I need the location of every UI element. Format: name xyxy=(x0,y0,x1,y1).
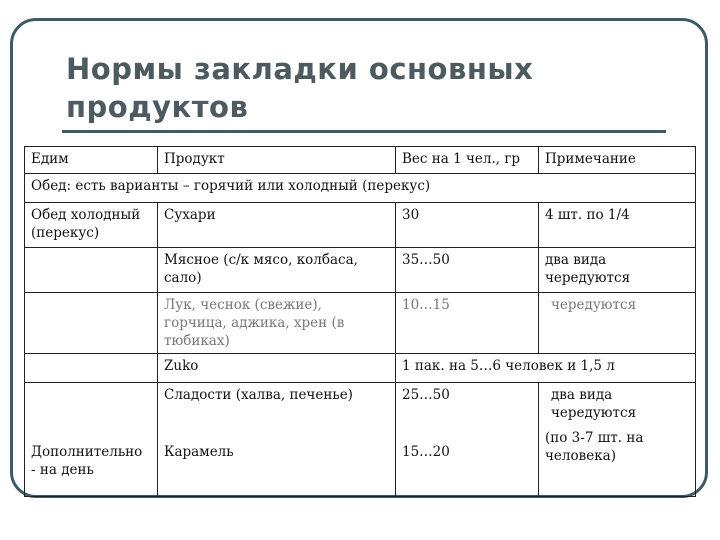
cell-weight: 10…15 xyxy=(396,293,539,354)
cell-product: Лук, чеснок (свежие), горчица, аджика, хрен (в тюбиках) xyxy=(158,293,396,354)
section-row xyxy=(25,174,696,203)
cell-eat xyxy=(25,354,158,383)
title-line-1: Нормы закладки основных xyxy=(66,52,534,86)
table-row xyxy=(25,248,696,293)
header-eat: Едим xyxy=(25,147,158,174)
cell-note: (по 3-7 шт. на человека) xyxy=(539,429,696,497)
cell-eat: Обед холодный (перекус) xyxy=(25,203,158,248)
cell-note: два вида чередуются xyxy=(539,383,696,430)
cell-product: Сладости (халва, печенье) xyxy=(158,383,396,430)
section-lunch: Обед: есть варианты – горячий или холодный (перекус) xyxy=(25,174,696,203)
cell-weight: 25…50 xyxy=(396,383,539,430)
cell-eat xyxy=(25,293,158,354)
cell-product: Карамель xyxy=(158,429,396,497)
cell-weight: 30 xyxy=(396,203,539,248)
cell-product: Zuko xyxy=(158,354,396,383)
cell-eat xyxy=(25,383,158,430)
table-row xyxy=(25,429,696,497)
cell-note: два вида чередуются xyxy=(539,248,696,293)
table-header-row xyxy=(25,147,696,174)
header-product: Продукт xyxy=(158,147,396,174)
cell-note: 4 шт. по 1/4 xyxy=(539,203,696,248)
table-row xyxy=(25,354,696,383)
title-line-2: продуктов xyxy=(66,90,249,124)
title-underline xyxy=(62,130,666,133)
cell-eat xyxy=(25,248,158,293)
cell-note: чередуются xyxy=(539,293,696,354)
header-note: Примечание xyxy=(539,147,696,174)
cell-weight-note: 1 пак. на 5…6 человек и 1,5 л xyxy=(396,354,696,383)
slide-title xyxy=(66,50,666,126)
table-row xyxy=(25,383,696,430)
cell-weight: 35…50 xyxy=(396,248,539,293)
cell-eat: Дополнительно - на день xyxy=(25,429,158,497)
table-row xyxy=(25,293,696,354)
food-norms-table xyxy=(24,146,696,497)
header-weight: Вес на 1 чел., гр xyxy=(396,147,539,174)
cell-weight: 15…20 xyxy=(396,429,539,497)
table-row xyxy=(25,203,696,248)
cell-product: Сухари xyxy=(158,203,396,248)
cell-product: Мясное (с/к мясо, колбаса, сало) xyxy=(158,248,396,293)
